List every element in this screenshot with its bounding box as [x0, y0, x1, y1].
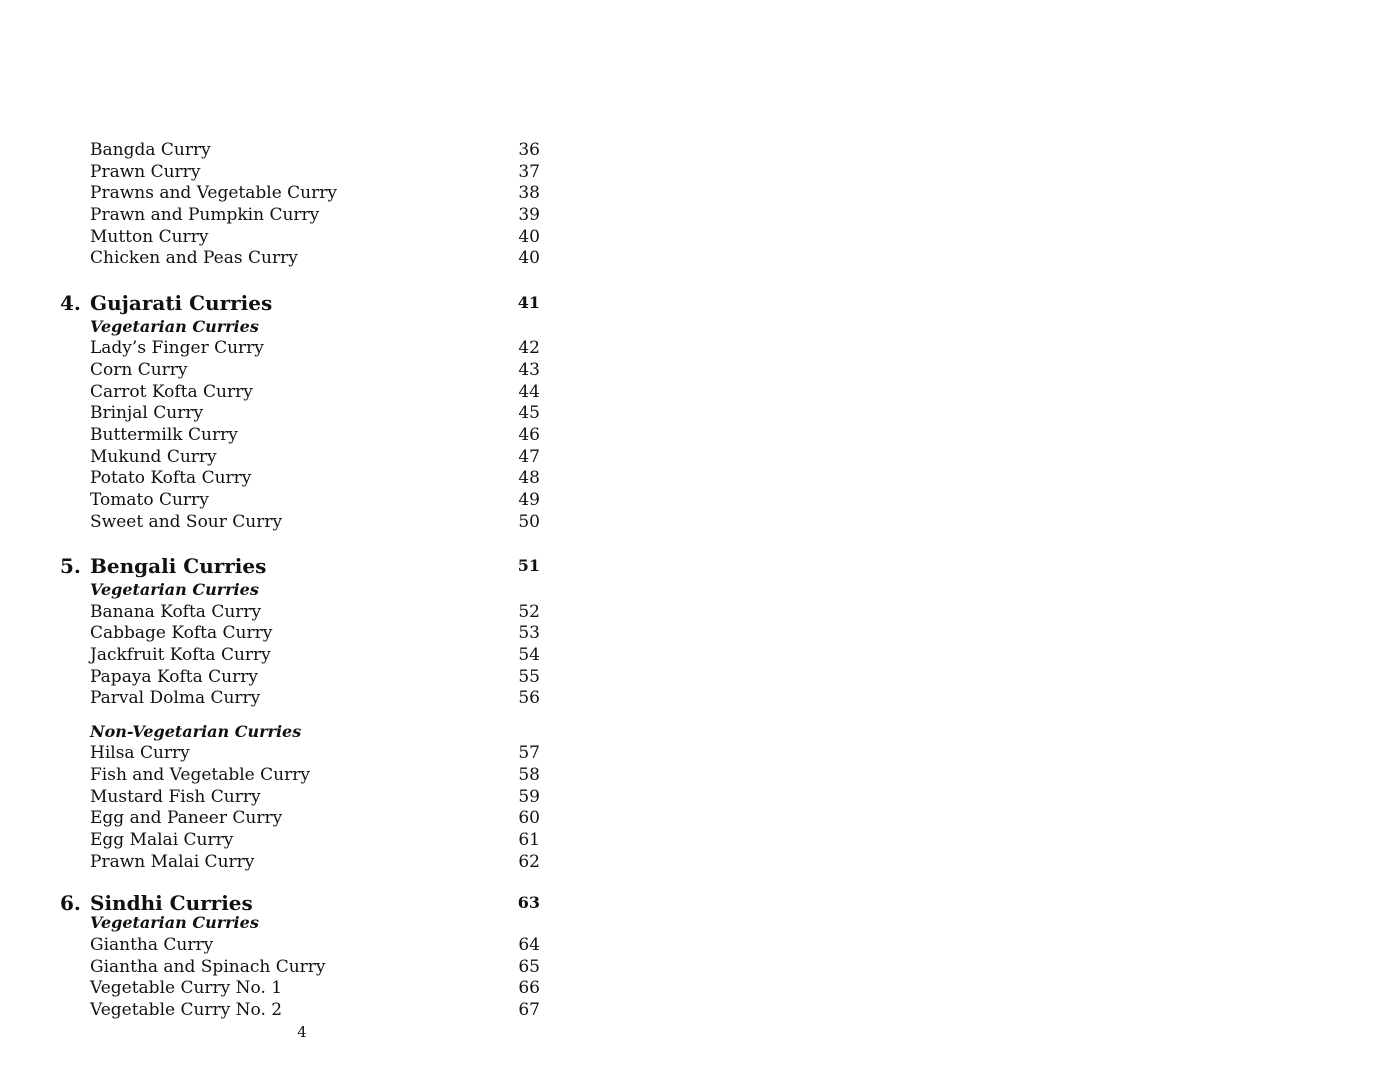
entry-title: Banana Kofta Curry: [90, 602, 262, 622]
toc-entry[interactable]: [0, 511, 560, 533]
entry-page-number: 65: [518, 957, 540, 977]
entry-title: Corn Curry: [90, 360, 188, 380]
entry-page-number: 42: [518, 338, 540, 358]
toc-entry[interactable]: [0, 139, 560, 161]
entry-page-number: 58: [518, 765, 540, 785]
section-number: 4.: [60, 291, 81, 315]
toc-subheading: [0, 579, 560, 601]
entry-page-number: 40: [518, 248, 540, 268]
entry-page-number: 61: [518, 830, 540, 850]
entry-page-number: 62: [518, 852, 540, 872]
toc-entry[interactable]: [0, 381, 560, 403]
entry-page-number: 45: [518, 403, 540, 423]
toc-entry[interactable]: [0, 226, 560, 248]
entry-page-number: 60: [518, 808, 540, 828]
entry-page-number: 40: [518, 227, 540, 247]
entry-page-number: 50: [518, 512, 540, 532]
entry-page-number: 47: [518, 447, 540, 467]
entry-page-number: 67: [518, 1000, 540, 1020]
entry-title: Carrot Kofta Curry: [90, 382, 253, 402]
toc-entry[interactable]: [0, 247, 560, 269]
entry-title: Mukund Curry: [90, 447, 217, 467]
section-number: 5.: [60, 554, 81, 578]
toc-entry[interactable]: [0, 424, 560, 446]
entry-page-number: 55: [518, 667, 540, 687]
section-title: Sindhi Curries: [90, 891, 253, 915]
toc-section-row[interactable]: [0, 553, 560, 579]
toc-entry[interactable]: [0, 204, 560, 226]
toc-entry[interactable]: [0, 402, 560, 424]
section-page-number: 41: [517, 293, 540, 312]
entry-page-number: 59: [518, 787, 540, 807]
entry-page-number: 57: [518, 743, 540, 763]
entry-title: Brinjal Curry: [90, 403, 204, 423]
toc-entry[interactable]: [0, 644, 560, 666]
subheading-label: Vegetarian Curries: [90, 580, 259, 599]
entry-title: Potato Kofta Curry: [90, 468, 252, 488]
entry-page-number: 54: [518, 645, 540, 665]
entry-page-number: 56: [518, 688, 540, 708]
entry-page-number: 36: [518, 140, 540, 160]
entry-title: Mustard Fish Curry: [90, 787, 261, 807]
section-title: Gujarati Curries: [90, 291, 273, 315]
toc-entry[interactable]: [0, 337, 560, 359]
entry-page-number: 49: [518, 490, 540, 510]
entry-title: Sweet and Sour Curry: [90, 512, 283, 532]
entry-title: Prawn Curry: [90, 162, 201, 182]
toc-entry[interactable]: [0, 622, 560, 644]
entry-page-number: 46: [518, 425, 540, 445]
toc-entry[interactable]: [0, 786, 560, 808]
toc-subheading: [0, 912, 560, 934]
entry-title: Papaya Kofta Curry: [90, 667, 258, 687]
toc-section-row[interactable]: [0, 290, 560, 316]
entry-page-number: 64: [518, 935, 540, 955]
entry-title: Egg and Paneer Curry: [90, 808, 283, 828]
entry-title: Cabbage Kofta Curry: [90, 623, 273, 643]
toc-entry[interactable]: [0, 666, 560, 688]
entry-title: Chicken and Peas Curry: [90, 248, 298, 268]
toc-entry[interactable]: [0, 977, 560, 999]
toc-entry[interactable]: [0, 764, 560, 786]
entry-title: Prawn Malai Curry: [90, 852, 255, 872]
section-number: 6.: [60, 891, 81, 915]
entry-page-number: 52: [518, 602, 540, 622]
toc-entry[interactable]: [0, 182, 560, 204]
toc-subheading: [0, 721, 560, 743]
entry-title: Fish and Vegetable Curry: [90, 765, 310, 785]
toc-entry[interactable]: [0, 829, 560, 851]
toc-entry[interactable]: [0, 601, 560, 623]
entry-page-number: 48: [518, 468, 540, 488]
entry-title: Vegetable Curry No. 2: [90, 1000, 283, 1020]
entry-title: Tomato Curry: [90, 490, 209, 510]
toc-entry[interactable]: [0, 807, 560, 829]
entry-title: Giantha and Spinach Curry: [90, 957, 326, 977]
entry-page-number: 66: [518, 978, 540, 998]
section-page-number: 63: [517, 893, 540, 912]
entry-page-number: 53: [518, 623, 540, 643]
toc-subheading: [0, 316, 560, 338]
subheading-label: Non-Vegetarian Curries: [90, 722, 302, 741]
page-number: 4: [297, 1023, 307, 1041]
toc-entry[interactable]: [0, 161, 560, 183]
toc-entry[interactable]: [0, 851, 560, 873]
entry-title: Lady’s Finger Curry: [90, 338, 264, 358]
toc-entry[interactable]: [0, 467, 560, 489]
toc-entry[interactable]: [0, 359, 560, 381]
entry-title: Giantha Curry: [90, 935, 214, 955]
toc-entry[interactable]: [0, 742, 560, 764]
entry-title: Hilsa Curry: [90, 743, 190, 763]
section-page-number: 51: [517, 556, 540, 575]
entry-title: Egg Malai Curry: [90, 830, 234, 850]
section-title: Bengali Curries: [90, 554, 267, 578]
toc-entry[interactable]: [0, 489, 560, 511]
entry-title: Bangda Curry: [90, 140, 211, 160]
entry-title: Jackfruit Kofta Curry: [90, 645, 271, 665]
entry-page-number: 43: [518, 360, 540, 380]
toc-entry[interactable]: [0, 446, 560, 468]
toc-entry[interactable]: [0, 934, 560, 956]
toc-entry[interactable]: [0, 956, 560, 978]
entry-page-number: 44: [518, 382, 540, 402]
entry-title: Prawn and Pumpkin Curry: [90, 205, 320, 225]
toc-entry[interactable]: [0, 999, 560, 1021]
entry-page-number: 37: [518, 162, 540, 182]
entry-title: Vegetable Curry No. 1: [90, 978, 283, 998]
entry-page-number: 39: [518, 205, 540, 225]
subheading-label: Vegetarian Curries: [90, 913, 259, 932]
entry-title: Mutton Curry: [90, 227, 209, 247]
entry-title: Buttermilk Curry: [90, 425, 238, 445]
entry-page-number: 38: [518, 183, 540, 203]
toc-entry[interactable]: [0, 687, 560, 709]
entry-title: Parval Dolma Curry: [90, 688, 261, 708]
subheading-label: Vegetarian Curries: [90, 317, 259, 336]
entry-title: Prawns and Vegetable Curry: [90, 183, 337, 203]
